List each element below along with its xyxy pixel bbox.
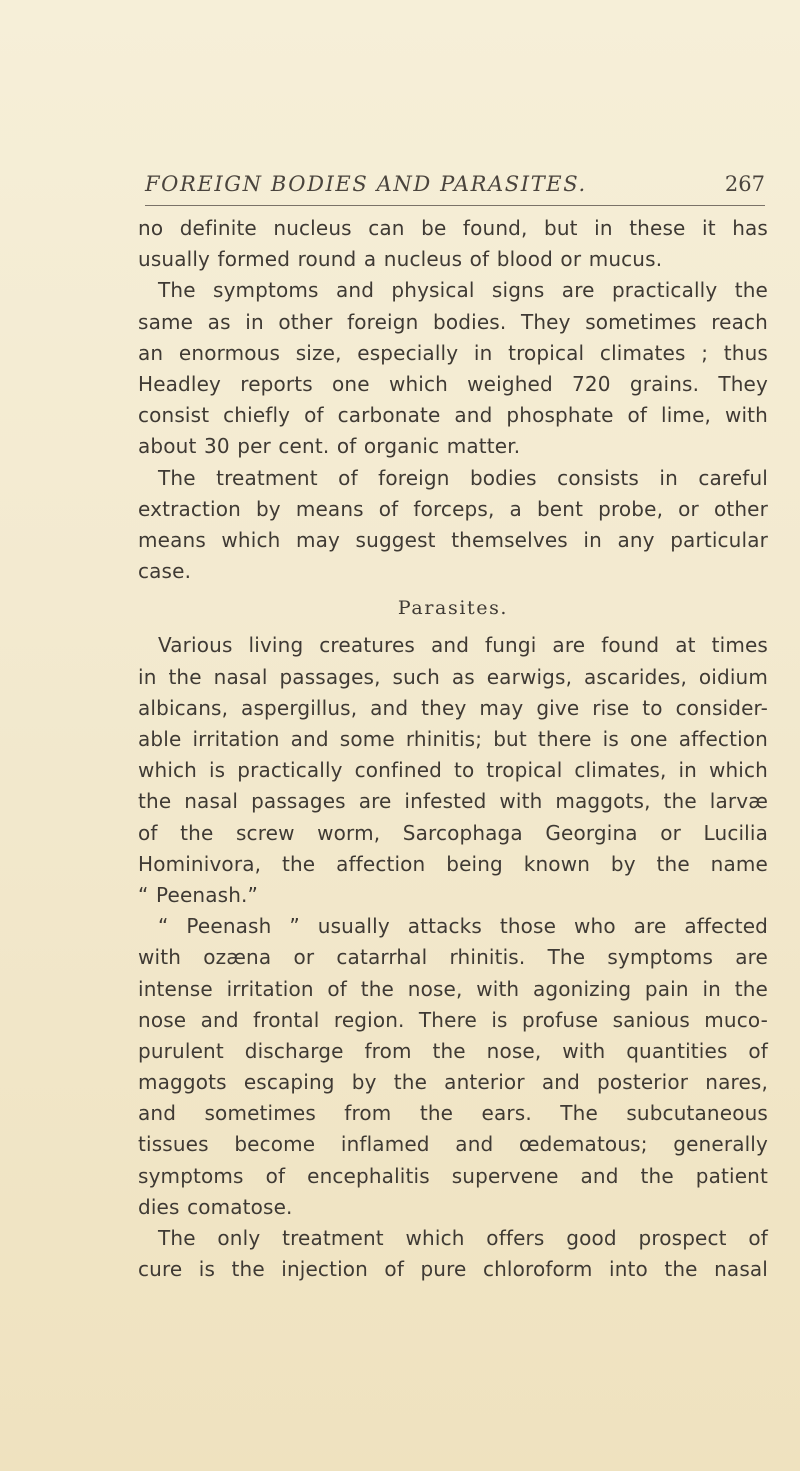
text-line: able irritation and some rhinitis; but there is one affection (138, 727, 768, 751)
header-rule (145, 205, 765, 206)
text-line: Various living creatures and fungi are found at times (158, 633, 768, 658)
page-number: 267 (724, 172, 765, 196)
text-line: “ Peenash ” usually attacks those who are affected (158, 914, 768, 939)
text-line: with ozæna or catarrhal rhinitis. The symptoms are (138, 945, 768, 970)
text-line: intense irritation of the nose, with agonizing pain in the (138, 976, 768, 1001)
running-title: FOREIGN BODIES AND PARASITES. (145, 172, 587, 196)
text-line: an enormous size, especially in tropical climates ; thus (138, 340, 768, 365)
text-line: dies comatose. (138, 1194, 293, 1219)
text-line: “ Peenash.” (138, 882, 259, 907)
text-line: no definite nucleus can be found, but in these it has (138, 216, 768, 240)
text-line: Hominivora, the affection being known by the name (138, 851, 768, 876)
text-line: The symptoms and physical signs are practically the (158, 278, 768, 303)
text-line: cure is the injection of pure chloroform into the nasal (138, 1257, 768, 1282)
text-line: the nasal passages are infested with maggots, the larvæ (138, 789, 768, 814)
text-line: same as in other foreign bodies. They sometimes reach (138, 309, 768, 334)
text-line: purulent discharge from the nose, with quantities of (138, 1038, 768, 1063)
text-line: of the screw worm, Sarcophaga Georgina or Lucilia (138, 820, 768, 845)
text-line: maggots escaping by the anterior and posterior nares, (138, 1070, 768, 1095)
text-line: about 30 per cent. of organic matter. (138, 434, 521, 459)
text-line: case. (138, 559, 192, 584)
text-line: which is practically confined to tropical climates, in which (138, 758, 768, 783)
text-line: usually formed round a nucleus of blood or mucus. (138, 247, 663, 272)
text-line: consist chiefly of carbonate and phosphate of lime, with (138, 403, 768, 428)
text-line: means which may suggest themselves in any particular (138, 527, 768, 552)
running-head (145, 172, 765, 204)
text-line: The treatment of foreign bodies consists in careful (158, 465, 768, 490)
section-heading: Parasites. (397, 597, 509, 620)
text-line: in the nasal passages, such as earwigs, ascarides, oidium (138, 664, 768, 689)
body-text (138, 213, 768, 1285)
text-line: Headley reports one which weighed 720 grains. They (138, 371, 768, 396)
text-line: albicans, aspergillus, and they may give rise to consider- (138, 695, 768, 720)
text-line: and sometimes from the ears. The subcutaneous (138, 1101, 768, 1126)
text-line: tissues become inflamed and œdematous; generally (138, 1132, 768, 1157)
text-line: The only treatment which offers good prospect of (158, 1226, 768, 1250)
text-line: nose and frontal region. There is profuse sanious muco- (138, 1007, 768, 1032)
text-line: extraction by means of forceps, a bent probe, or other (138, 496, 768, 521)
text-line: symptoms of encephalitis supervene and the patient (138, 1163, 768, 1188)
